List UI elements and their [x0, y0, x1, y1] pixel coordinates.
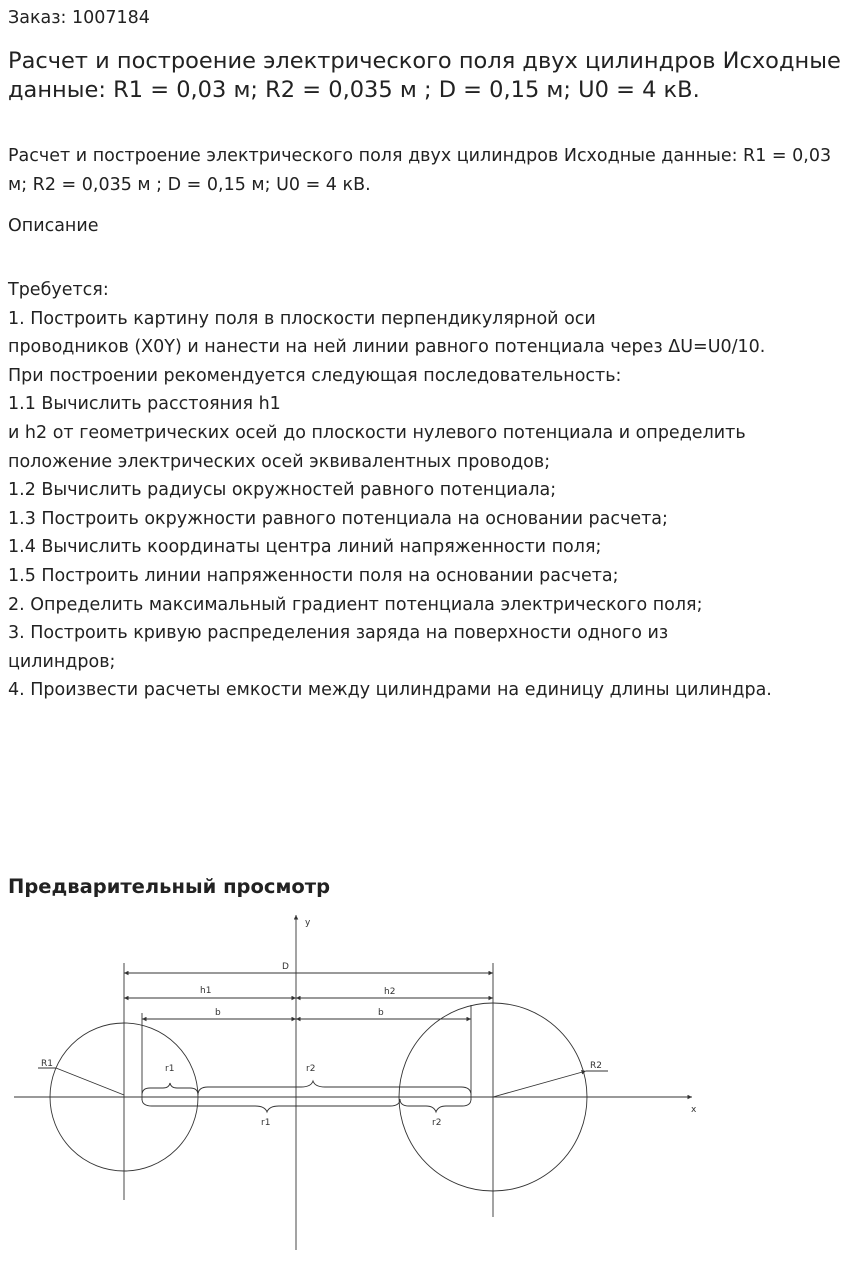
requirement-line: 1. Построить картину поля в плоскости перпендикулярной оси	[8, 308, 596, 329]
requirement-line: положение электрических осей эквивалентных проводов;	[8, 451, 551, 472]
label-r1-small: r1	[165, 1064, 175, 1074]
brace-r1-small	[142, 1083, 198, 1095]
page-title: Расчет и построение электрического поля двух цилиндров Исходные данные: R1 = 0,03 м; R2 = 0,035 м ; D = 0,15 м; U0 = 4 кВ.	[8, 48, 841, 103]
requirement-line: При построении рекомендуется следующая последовательность:	[8, 365, 622, 386]
requirement-line: 1.1 Вычислить расстояния h1	[8, 394, 281, 415]
order-number: Заказ: 1007184	[8, 8, 150, 28]
label-b-left: b	[215, 1008, 221, 1018]
requirement-line: 1.5 Построить линии напряженности поля на основании расчета;	[8, 565, 619, 586]
label-h2: h2	[384, 987, 396, 997]
label-r2-small: r2	[306, 1064, 316, 1074]
preview-heading: Предварительный просмотр	[8, 875, 331, 898]
requirement-line: 1.2 Вычислить радиусы окружностей равного потенциала;	[8, 480, 557, 501]
label-R2: R2	[590, 1061, 602, 1071]
x-axis-label: x	[691, 1105, 697, 1115]
requirement-line: цилиндров;	[8, 651, 116, 672]
requirement-line: 1.4 Вычислить координаты центра линий напряженности поля;	[8, 537, 602, 558]
label-r2-big: r2	[432, 1118, 442, 1128]
brace-r1-big	[142, 1099, 400, 1112]
brace-r2-small	[198, 1081, 471, 1095]
label-h1: h1	[200, 986, 212, 996]
radius-R1	[56, 1068, 124, 1095]
requirement-line: 4. Произвести расчеты емкости между цилиндрами на единицу длины цилиндра.	[8, 680, 772, 701]
requirement-line: и h2 от геометрических осей до плоскости нулевого потенциала и определить	[8, 422, 746, 443]
brace-r2-big	[400, 1099, 471, 1112]
y-axis-label: y	[305, 918, 311, 928]
label-r1-big: r1	[261, 1118, 271, 1128]
label-b-right: b	[378, 1008, 384, 1018]
label-D: D	[282, 962, 289, 972]
cylinders-field-diagram	[8, 905, 708, 1255]
requirements-list	[8, 276, 844, 705]
summary-text: Расчет и построение электрического поля двух цилиндров Исходные данные: R1 = 0,03 м; R2 = 0,035 м ; D = 0,15 м; U0 = 4 кВ.	[8, 146, 832, 195]
description-heading: Описание	[8, 216, 99, 236]
requirement-line: 1.3 Построить окружности равного потенциала на основании расчета;	[8, 508, 668, 529]
requirement-line: Требуется:	[8, 280, 109, 300]
label-R1: R1	[41, 1059, 53, 1069]
requirement-line: 3. Построить кривую распределения заряда на поверхности одного из	[8, 623, 669, 644]
requirement-line: проводников (X0Y) и нанести на ней линии равного потенциала через ΔU=U0/10.	[8, 337, 766, 358]
radius-R2	[493, 1071, 586, 1097]
requirement-line: 2. Определить максимальный градиент потенциала электрического поля;	[8, 594, 703, 615]
